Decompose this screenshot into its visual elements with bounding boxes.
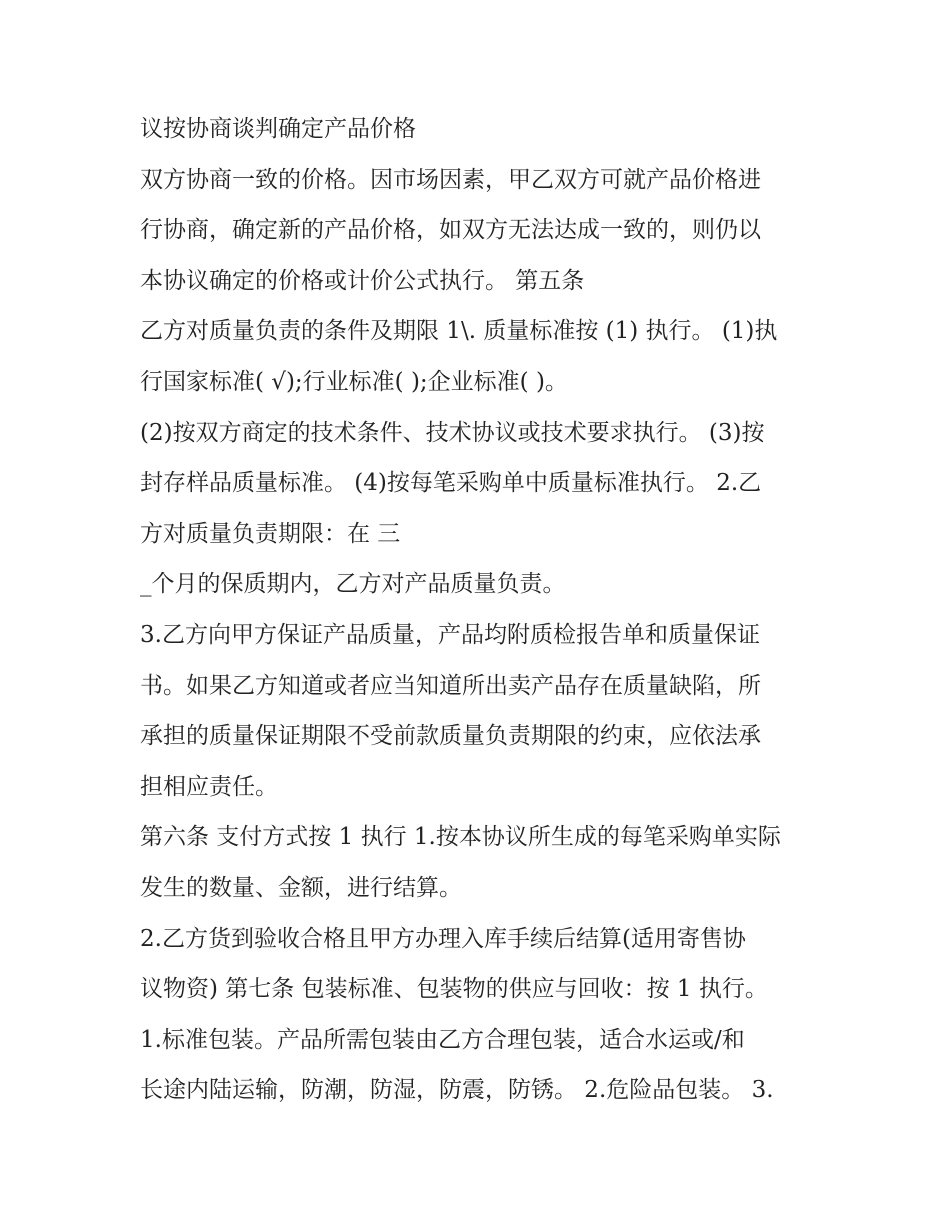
text-line-20: 长途内陆运输，防潮，防湿，防震，防锈。 2.危险品包装。 3. <box>140 1077 774 1104</box>
text-line-17: 2.乙方货到验收合格且甲方办理入库手续后结算(适用寄售协 <box>140 925 746 952</box>
text-line-5: 乙方对质量负责的条件及期限 1\. 质量标准按 (1) 执行。 (1)执 <box>140 318 778 345</box>
document-body <box>140 110 820 1122</box>
text-line-7: (2)按双方商定的技术条件、技术协议或技术要求执行。 (3)按 <box>140 419 765 446</box>
text-line-4: 本协议确定的价格或计价公式执行。 第五条 <box>140 267 585 294</box>
text-line-12: 书。如果乙方知道或者应当知道所出卖产品存在质量缺陷，所 <box>140 672 761 699</box>
text-line-19: 1.标准包装。产品所需包装由乙方合理包装，适合水运或/和 <box>140 1026 745 1053</box>
text-line-11: 3.乙方向甲方保证产品质量，产品均附质检报告单和质量保证 <box>140 621 760 648</box>
text-line-2: 双方协商一致的价格。因市场因素，甲乙双方可就产品价格进 <box>140 166 761 193</box>
text-line-10: _个月的保质期内，乙方对产品质量负责。 <box>140 571 566 598</box>
text-line-18: 议物资) 第七条 包装标准、包装物的供应与回收：按 1 执行。 <box>140 976 768 1003</box>
text-line-13: 承担的质量保证期限不受前款质量负责期限的约束，应依法承 <box>140 723 761 750</box>
text-line-8: 封存样品质量标准。 (4)按每笔采购单中质量标准执行。 2.乙 <box>140 470 762 497</box>
text-line-1: 议按协商谈判确定产品价格 <box>140 116 416 142</box>
text-line-6: 行国家标准( √);行业标准( );企业标准( )。 <box>140 368 568 395</box>
text-line-9: 方对质量负责期限：在 三 <box>140 520 401 547</box>
text-line-15: 第六条 支付方式按 1 执行 1.按本协议所生成的每笔采购单实际 <box>140 824 781 851</box>
text-line-3: 行协商，确定新的产品价格，如双方无法达成一致的，则仍以 <box>140 217 761 244</box>
text-line-14: 担相应责任。 <box>140 773 278 800</box>
text-line-16: 发生的数量、金额，进行结算。 <box>140 874 462 901</box>
